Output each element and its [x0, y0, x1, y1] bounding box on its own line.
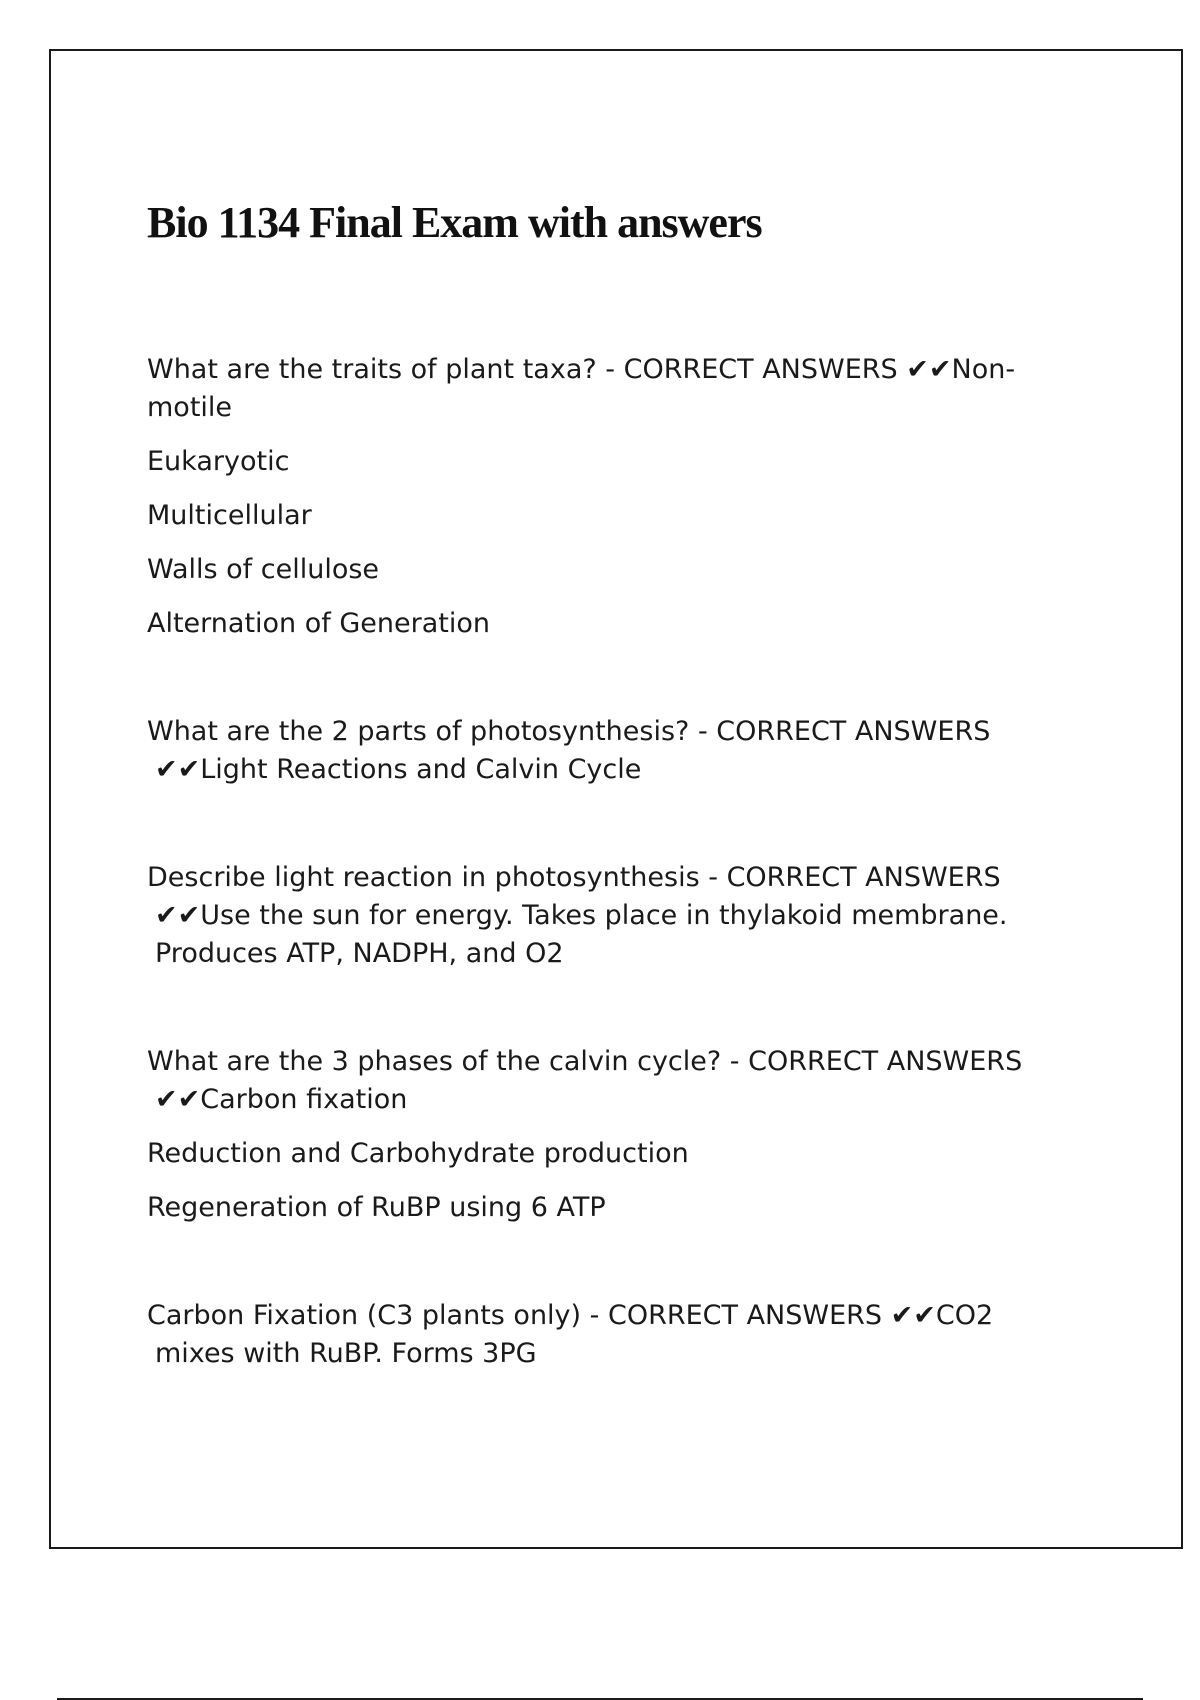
qa-item: [147, 1043, 1137, 1227]
page-content: [147, 147, 1137, 1443]
answer-item: Alternation of Generation: [147, 608, 490, 640]
qa-line: ✔✔Light Reactions and Calvin Cycle: [155, 754, 642, 786]
qa-line: ✔✔Carbon fixation: [155, 1084, 408, 1116]
qa-line: Describe light reaction in photosynthesis - CORRECT ANSWERS: [147, 862, 1001, 894]
qa-line: ✔✔Use the sun for energy. Takes place in thylakoid membrane.: [155, 900, 1008, 932]
qa-line: Carbon Fixation (C3 plants only) - CORRECT ANSWERS ✔✔CO2: [147, 1300, 994, 1332]
qa-line: What are the traits of plant taxa? - CORRECT ANSWERS ✔✔Non-: [147, 354, 1016, 386]
answer-item: Eukaryotic: [147, 446, 290, 478]
qa-line: motile: [147, 392, 233, 424]
qa-item: [147, 713, 1137, 789]
qa-line: What are the 3 phases of the calvin cycle? - CORRECT ANSWERS: [147, 1046, 1023, 1078]
qa-item: [147, 859, 1137, 973]
answer-item: Multicellular: [147, 500, 312, 532]
qa-line: mixes with RuBP. Forms 3PG: [155, 1338, 537, 1370]
answer-item: Reduction and Carbohydrate production: [147, 1138, 689, 1170]
answer-item: Walls of cellulose: [147, 554, 380, 586]
qa-line: What are the 2 parts of photosynthesis? - CORRECT ANSWERS: [147, 716, 991, 748]
answer-item: Regeneration of RuBP using 6 ATP: [147, 1192, 606, 1224]
qa-item: [147, 351, 1137, 643]
qa-list: [147, 351, 1137, 1373]
qa-line: Produces ATP, NADPH, and O2: [155, 938, 564, 970]
qa-item: [147, 1297, 1137, 1373]
page-frame: [49, 49, 1183, 1549]
page-title: Bio 1134 Final Exam with answers: [147, 198, 762, 247]
